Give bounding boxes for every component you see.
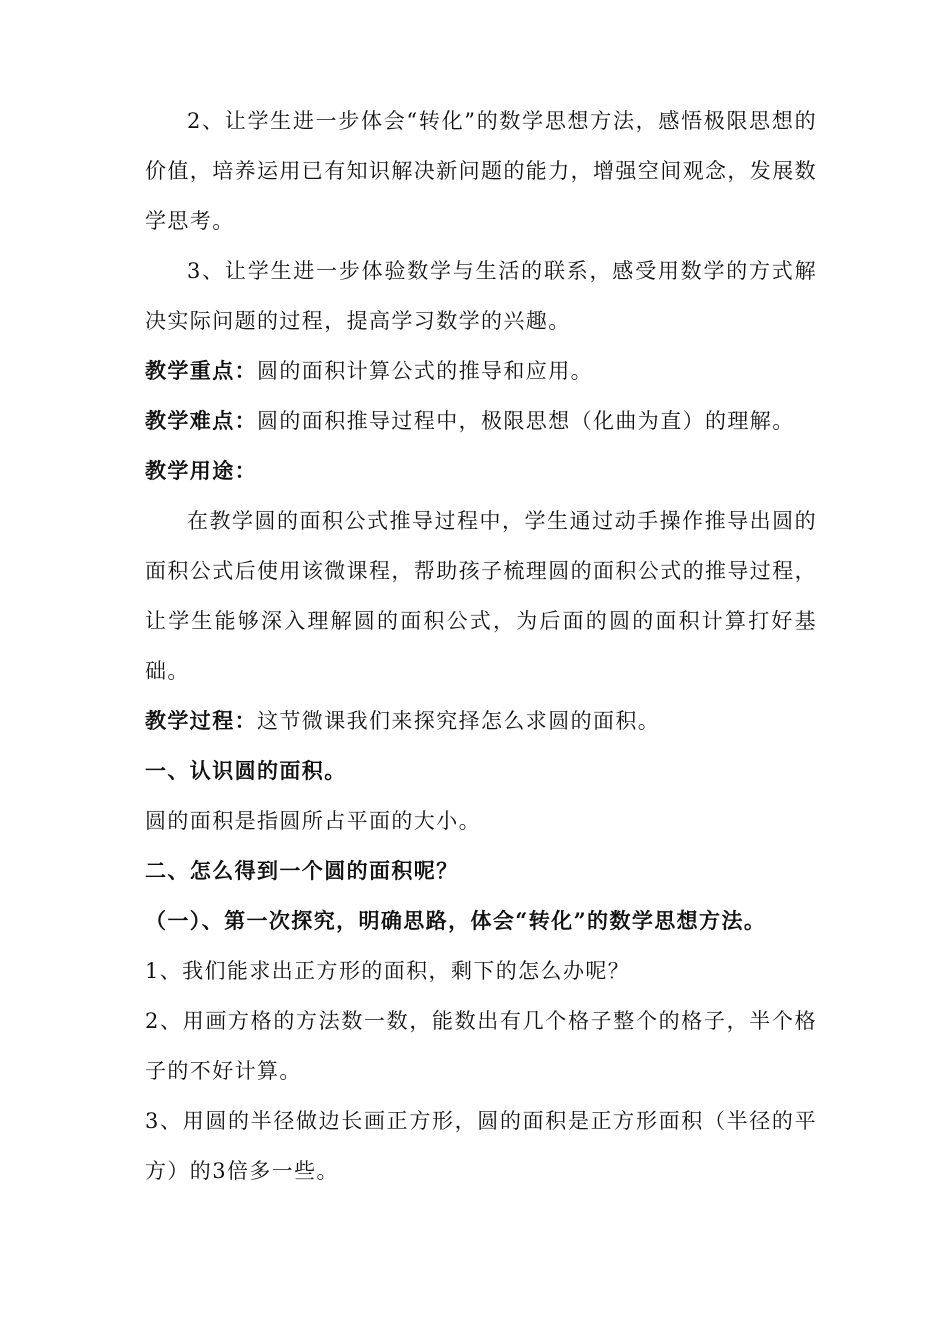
list-item: 2、用画方格的方法数一数，能数出有几个格子整个的格子，半个格子的不好计算。 (145, 1009, 817, 1083)
document-body (145, 96, 817, 1196)
section-1-title: 一、认识圆的面积。 (145, 758, 347, 783)
section-1-text: 圆的面积是指圆所占平面的大小。 (145, 809, 481, 833)
usage-label: 教学用途： (145, 458, 257, 483)
section-2-subsection-title: （一）、第一次探究，明确思路，体会“转化”的数学思想方法。 (145, 908, 767, 933)
difficulty-paragraph (145, 396, 817, 446)
key-point-label: 教学重点： (145, 358, 257, 383)
list-item: 1、我们能求出正方形的面积，剩下的怎么办呢？ (145, 959, 631, 983)
process-text: 这节微课我们来探究择怎么求圆的面积。 (257, 709, 661, 733)
key-point-paragraph (145, 346, 817, 396)
usage-heading (145, 446, 817, 496)
usage-paragraph: 在教学圆的面积公式推导过程中，学生通过动手操作推导出圆的面积公式后使用该微课程，帮助孩子梳理圆的面积公式的推导过程，让学生能够深入理解圆的面积公式，为后面的圆的面积计算打好基础。 (145, 509, 817, 683)
difficulty-label: 教学难点： (145, 408, 257, 433)
difficulty-text: 圆的面积推导过程中，极限思想（化曲为直）的理解。 (257, 409, 795, 433)
key-point-text: 圆的面积计算公式的推导和应用。 (257, 359, 593, 383)
process-label: 教学过程： (145, 708, 257, 733)
process-paragraph (145, 696, 817, 746)
objective-2-paragraph: 2、让学生进一步体会“转化”的数学思想方法，感悟极限思想的价值，培养运用已有知识解决新问题的能力，增强空间观念，发展数学思考。 (145, 109, 817, 233)
list-item: 3、用圆的半径做边长画正方形，圆的面积是正方形面积（半径的平方）的3倍多一些。 (145, 1109, 817, 1183)
objective-3-paragraph: 3、让学生进一步体验数学与生活的联系，感受用数学的方式解决实际问题的过程，提高学习数学的兴趣。 (145, 259, 817, 333)
section-2-title: 二、怎么得到一个圆的面积呢？ (145, 858, 459, 883)
